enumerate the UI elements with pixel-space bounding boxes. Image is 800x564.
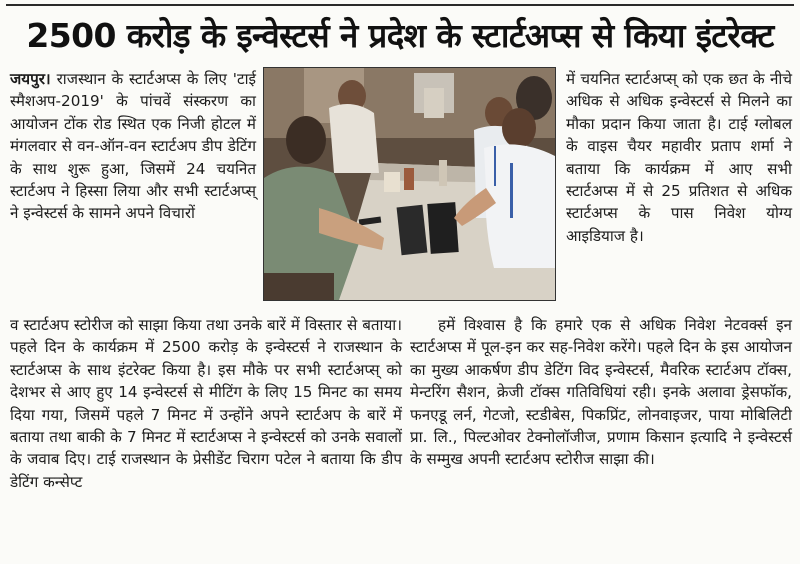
article-text-right-bottom: हमें विश्वास है कि हमारे एक से अधिक निवेश नेटवर्क्स इन स्टार्टअप्स में पूल-इन कर सह-निवेश करेंगे। पहले दिन के इस आयोजन का मुख्य आकर्षण डीप डेटिंग विद इन्वेस्टर्स, मैवरिक स्टार्टअप टॉक्स, मेन्टरिंग सैशन, क्रेजी टॉक्स गतिविधियां रही। इनके अलावा ड्रेसफॉक, फनएडू लर्न, गेटजो, स्टडीबेस, पिकप्रिंट, लोनवाइजर, पाया मोबिलिटी प्रा. लि., पिल्टओवर टेक्नोलॉजीज, प्रणाम किसान इत्यादि ने इन्वेस्टर्स के सम्मुख अपनी स्टार्टअप स्टोरीज साझा की। [410, 316, 792, 469]
article-text-left-top: राजस्थान के स्टार्टअप्स के लिए 'टाई स्मैशअप-2019' के पांचवें संस्करण का आयोजन टोंक रोड स्थित एक निजी होटल में मंगलवार से वन-ऑन-वन स्टार्टअप डीप डेटिंग के साथ शुरू हुआ, जिसमें 24 चयनित स्टार्टअप ने हिस्सा लिया और सभी स्टार्टअप्स् ने इन्वेस्टर्स के सामने अपने विचारों [10, 70, 256, 223]
article-paragraph-1 [10, 68, 256, 225]
article-column-right-bottom [410, 314, 792, 471]
event-photo [263, 67, 556, 301]
article-column-left-top [10, 68, 256, 225]
article-column-right-top [566, 68, 792, 247]
article-text-left-bottom: व स्टार्टअप स्टोरीज को साझा किया तथा उनके बारें में विस्तार से बताया। पहले दिन के कार्यक्रम में 2500 करोड़ के इन्वेस्टर्स ने राजस्थान के स्टार्टअप्स के साथ इंटरेक्ट किया है। इस मौके पर सभी स्टार्टअप्स् को देशभर से आए हुए 14 इन्वेस्टर्स से मीटिंग के लिए 15 मिनट का समय दिया गया, जिसमें पहले 7 मिनट में उन्होंने अपने स्टार्टअप के बारें में बताया तथा बाकी के 7 मिनट में स्टार्टअप्स ने इन्वेस्टर्स को उनके सवालों के जवाब दिए। टाई राजस्थान के प्रेसीडेंट चिराग पटेल ने बताया कि डीप डेटिंग कन्सेप्ट [10, 316, 402, 491]
headline: 2500 करोड़ के इन्वेस्टर्स ने प्रदेश के स्टार्टअप्स से किया इंटरेक्ट [26, 16, 774, 55]
article-text-right-top: में चयनित स्टार्टअप्स् को एक छत के नीचे अधिक से अधिक इन्वेस्टर्स से मिलने का मौका प्रदान किया जाता है। टाई ग्लोबल के वाइस चैयर महावीर प्रताप शर्मा ने बताया कि कार्यक्रम में आए सभी स्टार्टअप्स में से 25 प्रतिशत से अधिक स्टार्टअप्स के पास निवेश योग्य आइडियाज है। [566, 70, 792, 245]
top-rule [6, 4, 794, 6]
article-column-left-bottom [10, 314, 402, 493]
event-photo-illustration [264, 68, 555, 300]
dateline: जयपुर। [10, 70, 51, 88]
